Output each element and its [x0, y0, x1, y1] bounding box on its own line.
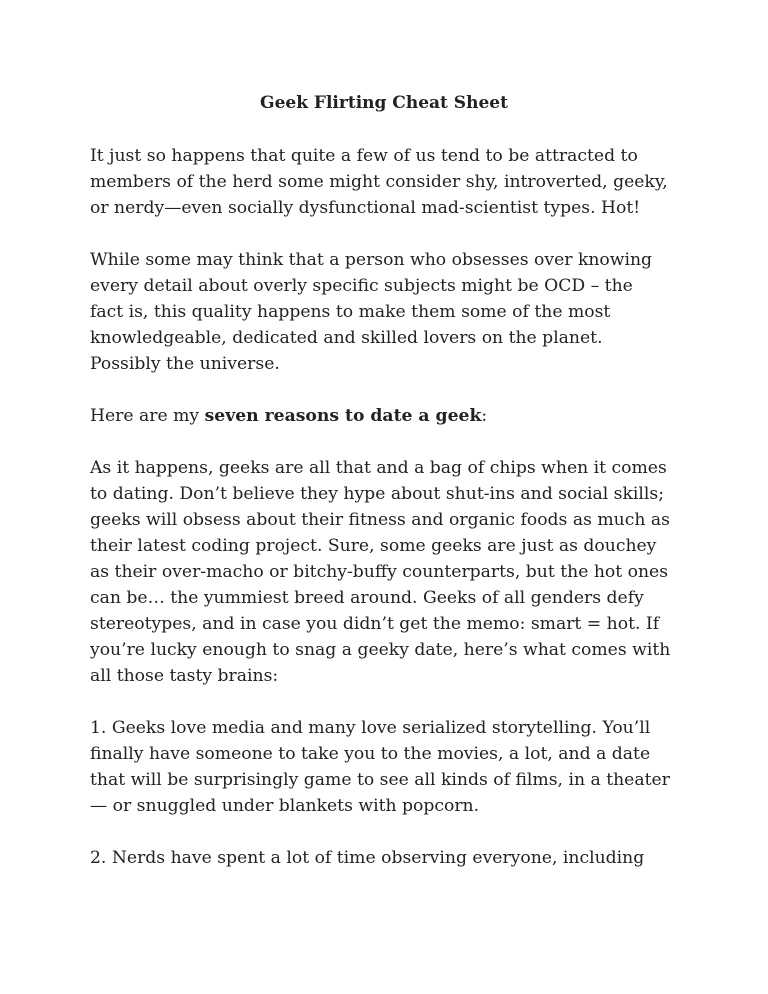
text-line: 2. Nerds have spent a lot of time observing everyone, including: [90, 848, 645, 868]
text-line: stereotypes, and in case you didn’t get the memo: smart = hot. If: [90, 614, 660, 634]
document-body: [90, 143, 690, 897]
paragraph-intro: [90, 143, 690, 221]
text-line: you’re lucky enough to snag a geeky date, here’s what comes with: [90, 640, 671, 660]
text-line: can be… the yummiest breed around. Geeks of all genders defy: [90, 588, 644, 608]
text-line: geeks will obsess about their fitness and organic foods as much as: [90, 510, 670, 530]
text-line: or nerdy—even socially dysfunctional mad-scientist types. Hot!: [90, 198, 641, 218]
list-item-1: [90, 715, 690, 819]
text-line: fact is, this quality happens to make them some of the most: [90, 302, 611, 322]
list-item-2: [90, 845, 690, 871]
text-line: — or snuggled under blankets with popcorn.: [90, 796, 480, 816]
text-line: It just so happens that quite a few of us tend to be attracted to: [90, 146, 638, 166]
text-line: finally have someone to take you to the movies, a lot, and a date: [90, 744, 651, 764]
text-line: As it happens, geeks are all that and a bag of chips when it comes: [90, 458, 667, 478]
paragraph-seven-reasons: [90, 403, 690, 429]
document-title: Geek Flirting Cheat Sheet: [260, 93, 508, 113]
seven-reasons-heading: seven reasons to date a geek: [204, 406, 482, 426]
intro-prefix: Here are my: [90, 406, 205, 426]
paragraph-ocd: [90, 247, 690, 377]
text-line: that will be surprisingly game to see all kinds of films, in a theater: [90, 770, 670, 790]
text-line: every detail about overly specific subjects might be OCD – the: [90, 276, 633, 296]
text-line: Possibly the universe.: [90, 354, 280, 374]
text-line: knowledgeable, dedicated and skilled lovers on the planet.: [90, 328, 603, 348]
text-line: to dating. Don’t believe they hype about shut-ins and social skills;: [90, 484, 665, 504]
text-line: their latest coding project. Sure, some geeks are just as douchey: [90, 536, 657, 556]
text-line: as their over-macho or bitchy-buffy counterparts, but the hot ones: [90, 562, 669, 582]
text-line: members of the herd some might consider shy, introverted, geeky,: [90, 172, 668, 192]
text-line: all those tasty brains:: [90, 666, 279, 686]
text-line: 1. Geeks love media and many love serialized storytelling. You’ll: [90, 718, 651, 738]
intro-suffix: :: [481, 406, 488, 426]
text-line: While some may think that a person who obsesses over knowing: [90, 250, 653, 270]
paragraph-bag-of-chips: [90, 455, 690, 689]
text-line: [90, 403, 690, 429]
